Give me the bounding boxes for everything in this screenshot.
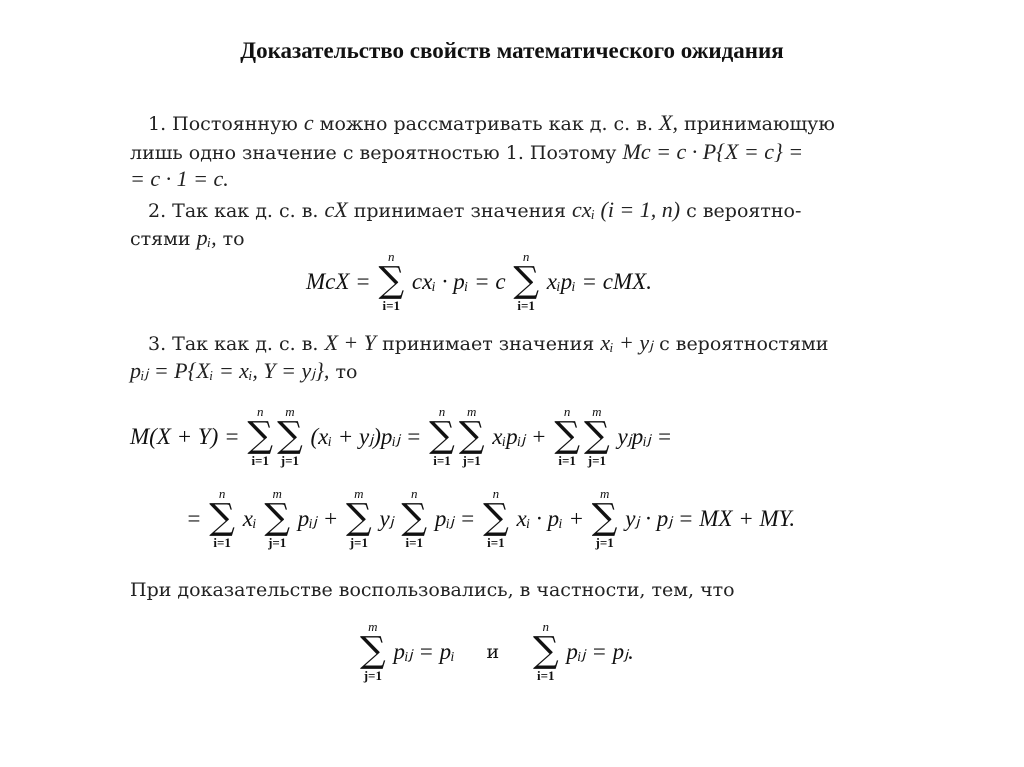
- p3-line2: [130, 358, 357, 384]
- p3-l1a: 3. Так как д. с. в.: [148, 333, 319, 355]
- marg-f2: pᵢⱼ = pⱼ.: [566, 638, 634, 664]
- p1-l2a: лишь одно значение с вероятностью 1. Поэтому: [130, 142, 617, 164]
- marg-and: и: [486, 640, 500, 663]
- sum-sigma-icon: m ∑ j=1: [458, 404, 485, 468]
- sum-sigma-icon: n ∑ i=1: [554, 404, 581, 468]
- p3-l1b: X + Y: [324, 330, 377, 355]
- p3-l1d: xᵢ + yⱼ: [600, 330, 654, 355]
- p3-l2b: то: [335, 361, 358, 383]
- sum-sigma-icon: n ∑ i=1: [401, 486, 428, 550]
- mxy-t3: yⱼpᵢⱼ =: [617, 423, 673, 449]
- p2-l1a: 2. Так как д. с. в.: [148, 200, 319, 222]
- mcx-mid: cxᵢ · pᵢ = c: [411, 268, 506, 294]
- p1-l1e: принимающую: [684, 113, 835, 135]
- p2-l1b: cX: [324, 197, 348, 222]
- p4-text: При доказательстве воспользовались, в частности, тем, что: [130, 579, 735, 601]
- sum-sigma-icon: m ∑ j=1: [584, 404, 610, 468]
- sum-sigma-icon: n ∑ i=1: [378, 249, 405, 313]
- p1-line3: [130, 166, 229, 192]
- sum-sigma-icon: n ∑ i=1: [429, 404, 455, 468]
- mcx-right: xᵢpᵢ = cMX.: [546, 268, 652, 294]
- sum-sigma-icon: m ∑ j=1: [360, 619, 386, 683]
- p2-l1c: принимает значения: [353, 200, 566, 222]
- formula-mxy-1: [130, 405, 672, 468]
- p1-l1b: c: [303, 110, 314, 135]
- p2-l1e: с вероятно-: [686, 200, 802, 222]
- p2-l2a: стями: [130, 228, 191, 250]
- p3-l1c: принимает значения: [382, 333, 595, 355]
- mxy-left: M(X + Y) =: [130, 423, 240, 449]
- p1-l1d: X,: [659, 110, 678, 135]
- p2-l2c: то: [222, 228, 245, 250]
- mxy-t1: (xᵢ + yⱼ)pᵢⱼ =: [310, 423, 422, 449]
- p1-l2b: Mc = c · P{X = c} =: [622, 139, 804, 164]
- p2-line1: [148, 197, 801, 223]
- p1-line2: [130, 139, 803, 165]
- sum-sigma-icon: m ∑ j=1: [277, 404, 303, 468]
- marg-f1: pᵢⱼ = pᵢ: [393, 638, 455, 664]
- p3-line1: [148, 330, 828, 356]
- page-title: Доказательство свойств математического ожидания: [240, 38, 784, 63]
- p2-l1d: cxᵢ (i = 1, n): [571, 197, 681, 222]
- mxy2-t6: yⱼ · pⱼ = MX + MY.: [625, 505, 796, 531]
- mxy2-t2: pᵢⱼ +: [297, 505, 339, 531]
- sum-sigma-icon: n ∑ i=1: [513, 249, 540, 313]
- mxy2-t4: pᵢⱼ =: [434, 505, 476, 531]
- mxy2-left: =: [186, 505, 202, 531]
- formula-mxy-2: [186, 487, 795, 550]
- sum-sigma-icon: n ∑ i=1: [209, 486, 235, 550]
- formula-marginals: [358, 620, 634, 683]
- formula-mcx: [306, 250, 652, 313]
- mxy2-t3: yⱼ: [379, 505, 394, 531]
- p3-l1e: с вероятностями: [659, 333, 829, 355]
- sum-sigma-icon: n ∑ i=1: [247, 404, 274, 468]
- sum-sigma-icon: m ∑ j=1: [264, 486, 291, 550]
- p3-l2a: pᵢⱼ = P{Xᵢ = xᵢ, Y = yⱼ},: [130, 358, 330, 383]
- p2-l2b: pᵢ,: [196, 225, 217, 250]
- p1-l3: = c · 1 = c.: [130, 166, 229, 191]
- p2-line2: [130, 225, 245, 251]
- p1-l1a: 1. Постоянную: [148, 113, 298, 135]
- mxy2-t1: xᵢ: [242, 505, 257, 531]
- mcx-left: McX =: [306, 268, 371, 294]
- sum-sigma-icon: m ∑ j=1: [591, 486, 618, 550]
- mxy2-t5: xᵢ · pᵢ +: [516, 505, 585, 531]
- sum-sigma-icon: n ∑ i=1: [532, 619, 559, 683]
- sum-sigma-icon: m ∑ j=1: [345, 486, 372, 550]
- p1-line1: [148, 110, 835, 136]
- p1-l1c: можно рассматривать как д. с. в.: [319, 113, 653, 135]
- sum-sigma-icon: n ∑ i=1: [483, 486, 509, 550]
- mxy-t2: xᵢpᵢⱼ +: [492, 423, 547, 449]
